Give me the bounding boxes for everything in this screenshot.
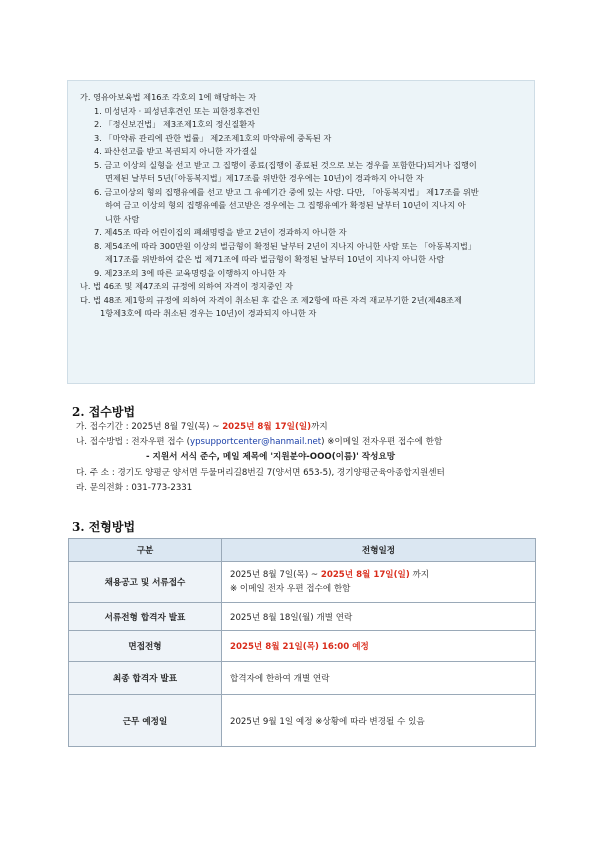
address-row (76, 466, 546, 481)
phone-row (76, 481, 546, 496)
posting-date-end: 2025년 8월 17일(일) (320, 570, 410, 580)
period-end: 2025년 8월 17일(일) (222, 422, 312, 432)
method-label: 나. 접수방법 : (76, 437, 129, 448)
table-row (69, 662, 536, 695)
section2-title: 2. 접수방법 (72, 405, 136, 419)
table-row (69, 695, 536, 747)
table-row (69, 562, 536, 603)
eligibility-item-na: 나. 법 46조 및 제47조의 규정에 의하여 자격이 정지중인 자 (80, 281, 293, 291)
eligibility-item-da-line1: 다. 법 48조 제1항의 규정에 의하여 자격이 취소된 후 같은 조 제2항에 따른 자격 재교부기한 2년(제48조제 (80, 294, 462, 305)
eligibility-sub-items (80, 105, 528, 281)
section3-title: 3. 전형방법 (72, 520, 136, 534)
row-value-interview: 2025년 8월 21일(목) 16:00 예정 (222, 631, 536, 662)
row-label-final-result: 최종 합격자 발표 (69, 662, 222, 695)
period-start: 2025년 8월 7일(목) ~ (131, 422, 220, 432)
method-post: ) ※이메일 전자우편 접수에 한함 (321, 437, 443, 448)
eligibility-sub-item-continuation: 니한 사람 (105, 213, 140, 224)
row-value-posting (222, 562, 536, 603)
eligibility-sub-item: 9. 제23조의 3에 따른 교육명령을 이행하지 아니한 자 (94, 267, 286, 278)
row-label-interview: 면접전형 (69, 631, 222, 662)
eligibility-sub-item-continuation: 하여 금고 이상의 형의 집행유예를 선고받은 경우에는 그 집행유예가 확정된 날부터 10년이 지나지 아 (105, 200, 466, 210)
application-channel (76, 435, 546, 450)
phone-label: 라. 문의전화 : (76, 482, 129, 493)
eligibility-sub-item: 3. 「마약류 관리에 관한 법률」 제2조제1호의 마약류에 중독된 자 (94, 132, 332, 143)
method-pre: 전자우편 접수 ( (131, 437, 190, 448)
row-label-start-date: 근무 예정일 (69, 695, 222, 747)
address-label: 다. 주 소 : (76, 467, 115, 478)
eligibility-item-da-line2: 1항제3호에 따라 취소된 경우는 10년)이 경과되지 아니한 자 (100, 308, 317, 318)
eligibility-sub-item: 6. 금고이상의 형의 집행유예를 선고 받고 그 유예기간 중에 있는 사람. 다만, 「아동복지법」 제17조를 위반 (94, 186, 479, 197)
posting-note: ※ 이메일 전자 우편 접수에 한함 (230, 584, 351, 594)
email-link[interactable]: ypsupportcenter@hanmail.net (189, 437, 322, 448)
row-value-document-result: 2025년 8월 18일(월) 개별 연락 (222, 603, 536, 631)
eligibility-sub-item: 1. 미성년자 · 피성년후견인 또는 피한정후견인 (94, 105, 260, 116)
schedule-table (68, 538, 536, 747)
period-label: 가. 접수기간 : (76, 422, 129, 432)
row-label-document-result: 서류전형 합격자 발표 (69, 603, 222, 631)
table-row (69, 603, 536, 631)
application-period (76, 420, 546, 435)
eligibility-sub-item-continuation: 제17조를 위반하여 같은 법 제71조에 따라 벌금형이 확정된 날부터 10년이 지나지 아니한 사람 (105, 254, 445, 264)
eligibility-sub-item: 4. 파산선고를 받고 복권되지 아니한 자가결실 (94, 146, 258, 156)
schedule-header-row (69, 539, 536, 562)
period-suffix: 까지 (311, 422, 328, 432)
method-note: - 지원서 서식 준수, 메일 제목에 '지원분야-OOO(이름)' 작성요망 (146, 452, 396, 463)
eligibility-sub-item: 5. 금고 이상의 실형을 선고 받고 그 집행이 종료(집행이 종료된 것으로 보는 경우를 포함한다)되거나 집행이 (94, 159, 477, 170)
row-value-start-date: 2025년 9월 1일 예정 ※상황에 따라 변경될 수 있음 (222, 695, 536, 747)
application-method (76, 420, 546, 496)
eligibility-sub-item: 8. 제54조에 따라 300만원 이상의 벌금형이 확정된 날부터 2년이 지나지 아니한 사람 또는 「아동복지법」 (94, 240, 476, 251)
schedule-header-schedule: 전형일정 (222, 539, 536, 562)
phone-value: 031-773-2331 (131, 482, 193, 493)
schedule-header-category: 구분 (69, 539, 222, 562)
table-row (69, 631, 536, 662)
eligibility-box (67, 80, 535, 384)
row-label-posting: 채용공고 및 서류접수 (69, 562, 222, 603)
address-value: 경기도 양평군 양서면 두물머리길8번길 7(양서면 653-5), 경기양평군육아종합지원센터 (117, 467, 445, 478)
eligibility-sub-item-continuation: 면제된 날부터 5년(「아동복지법」제17조를 위반한 경우에는 10년)이 경과하지 아니한 자 (105, 173, 424, 183)
eligibility-item-ga: 가. 영유아보육법 제16조 각호의 1에 해당하는 자 (80, 92, 257, 102)
posting-date-start: 2025년 8월 7일(목) ~ (230, 570, 321, 580)
eligibility-sub-item: 7. 제45조 따라 어린이집의 폐쇄명령을 받고 2년이 경과하지 아니한 자 (94, 227, 347, 237)
row-value-final-result: 합격자에 한하여 개별 연락 (222, 662, 536, 695)
posting-date-suffix: 까지 (409, 570, 430, 580)
eligibility-sub-item: 2. 「정신보건법」 제3조제1호의 정신질환자 (94, 119, 256, 129)
